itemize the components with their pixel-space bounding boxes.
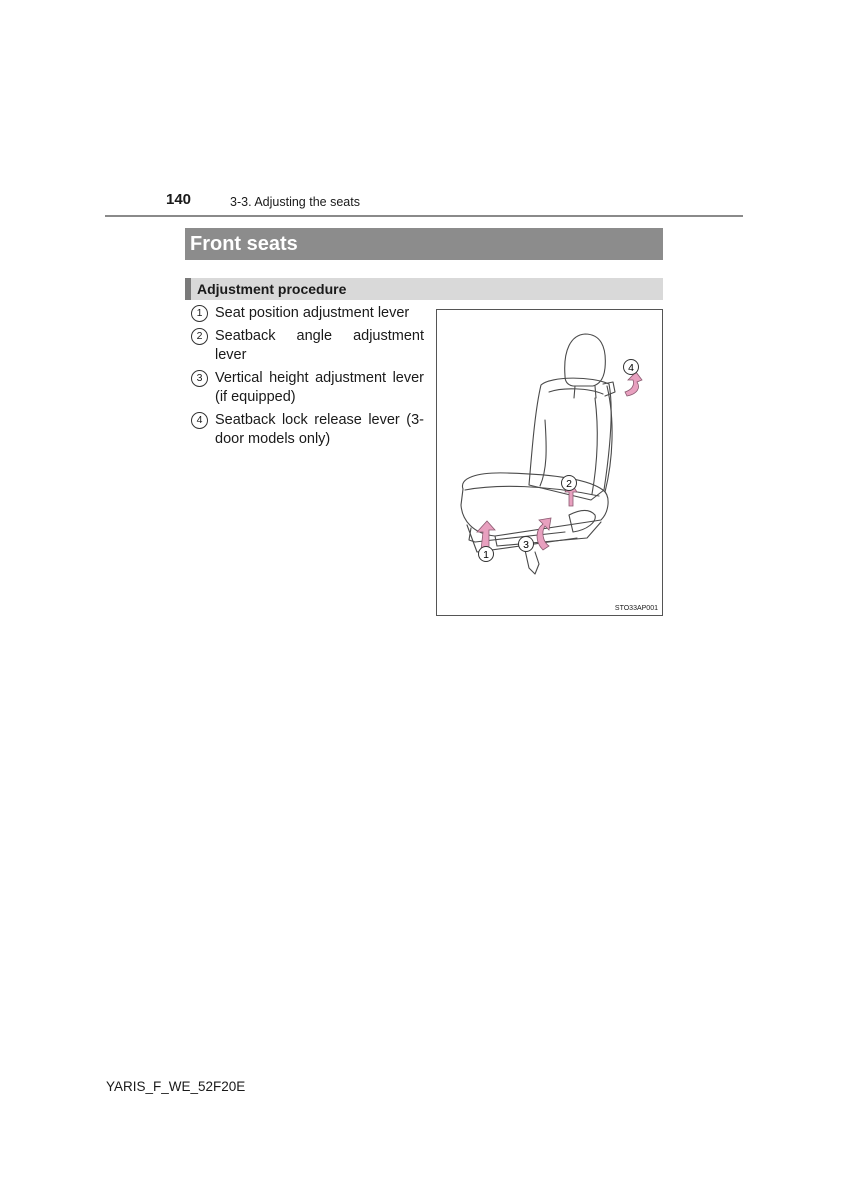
list-item — [191, 327, 424, 365]
list-item — [191, 369, 424, 407]
page-number: 140 — [166, 191, 192, 208]
callout-4: 4 — [628, 362, 634, 374]
callout-2: 2 — [566, 478, 572, 490]
callout-3: 3 — [523, 539, 529, 551]
arrow-seatback-lock — [625, 372, 642, 396]
adjustment-list — [191, 304, 424, 453]
list-item — [191, 411, 424, 449]
item-number: 2 — [191, 328, 208, 345]
list-item — [191, 304, 424, 323]
item-number: 3 — [191, 370, 208, 387]
header-rule — [105, 215, 743, 217]
running-head: 3-3. Adjusting the seats — [230, 195, 360, 209]
document-code: YARIS_F_WE_52F20E — [106, 1079, 246, 1094]
item-text: Seatback angle adjustment lever — [215, 328, 424, 363]
item-text: Seat position adjustment lever — [215, 305, 410, 321]
item-number: 4 — [191, 412, 208, 429]
callout-1: 1 — [483, 549, 489, 561]
seat-illustration — [437, 310, 662, 615]
seat-figure — [436, 309, 663, 616]
page-title: Front seats — [185, 228, 663, 260]
item-number: 1 — [191, 305, 208, 322]
figure-code: STO33AP001 — [614, 605, 658, 612]
section-heading: Adjustment procedure — [185, 278, 663, 300]
item-text: Vertical height adjustment lever (if equipped) — [215, 370, 424, 405]
item-text: Seatback lock release lever (3-door models only) — [215, 412, 424, 447]
